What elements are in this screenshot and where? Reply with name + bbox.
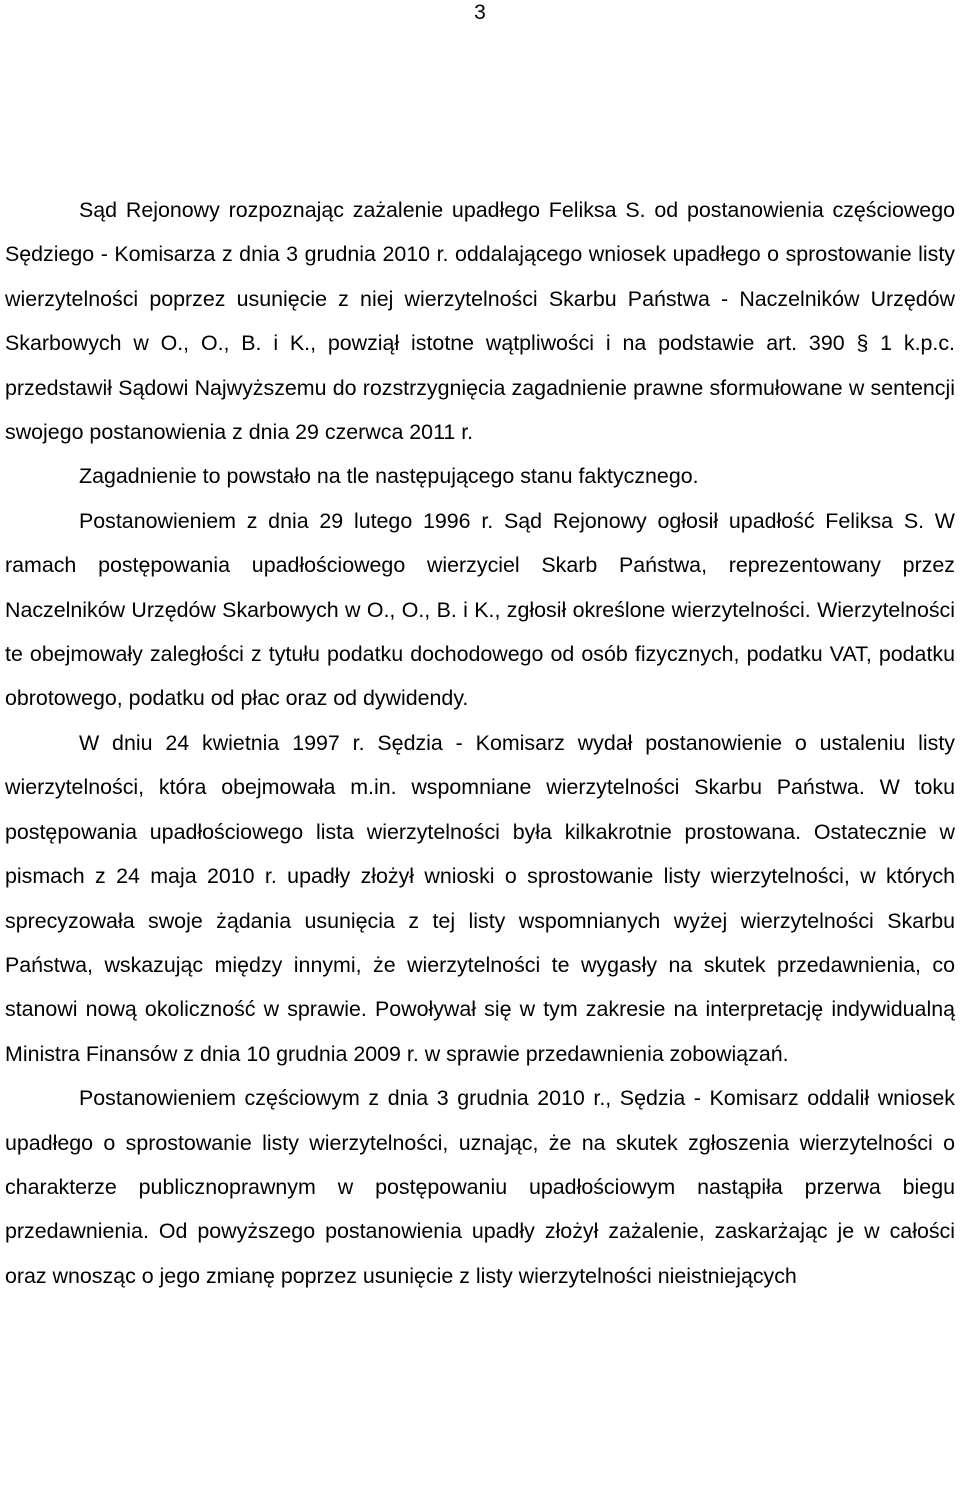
paragraph-1: Sąd Rejonowy rozpoznając zażalenie upadłego Feliksa S. od postanowienia częściowego Sędziego - Komisarza z dnia 3 grudnia 2010 r. oddalającego wniosek upadłego o sprostowanie listy wierzytelności poprzez usunięcie z niej wierzytelności Skarbu Państwa - Naczelników Urzędów Skarbowych w O., O., B. i K., powziął istotne wątpliwości i na podstawie art. 390 § 1 k.p.c. przedstawił Sądowi Najwyższemu do rozstrzygnięcia zagadnienie prawne sformułowane w sentencji swojego postanowienia z dnia 29 czerwca 2011 r. [5, 198, 955, 445]
paragraph-3: Postanowieniem z dnia 29 lutego 1996 r. Sąd Rejonowy ogłosił upadłość Feliksa S. W ramach postępowania upadłościowego wierzyciel Skarb Państwa, reprezentowany przez Naczelników Urzędów Skarbowych w O., O., B. i K., zgłosił określone wierzytelności. Wierzytelności te obejmowały zaległości z tytułu podatku dochodowego od osób fizycznych, podatku VAT, podatku obrotowego, podatku od płac oraz od dywidendy. [5, 508, 955, 711]
document-body [5, 188, 955, 1298]
paragraph-4: W dniu 24 kwietnia 1997 r. Sędzia - Komisarz wydał postanowienie o ustaleniu listy wierzytelności, która obejmowała m.in. wspomniane wierzytelności Skarbu Państwa. W toku postępowania upadłościowego lista wierzytelności była kilkakrotnie prostowana. Ostatecznie w pismach z 24 maja 2010 r. upadły złożył wnioski o sprostowanie listy wierzytelności, w których sprecyzowała swoje żądania usunięcia z tej listy wspomnianych wyżej wierzytelności Skarbu Państwa, wskazując między innymi, że wierzytelności te wygasły na skutek przedawnienia, co stanowi nową okoliczność w sprawie. Powoływał się w tym zakresie na interpretację indywidualną Ministra Finansów z dnia 10 grudnia 2009 r. w sprawie przedawnienia zobowiązań. [5, 730, 955, 1066]
paragraph-5: Postanowieniem częściowym z dnia 3 grudnia 2010 r., Sędzia - Komisarz oddalił wniosek upadłego o sprostowanie listy wierzytelności, uznając, że na skutek zgłoszenia wierzytelności o charakterze publicznoprawnym w postępowaniu upadłościowym nastąpiła przerwa biegu przedawnienia. Od powyższego postanowienia upadły złożył zażalenie, zaskarżając je w całości oraz wnosząc o jego zmianę poprzez usunięcie z listy wierzytelności nieistniejących [5, 1086, 955, 1288]
page-number: 3 [474, 1, 486, 24]
paragraph-2: Zagadnienie to powstało na tle następującego stanu faktycznego. [79, 464, 699, 489]
